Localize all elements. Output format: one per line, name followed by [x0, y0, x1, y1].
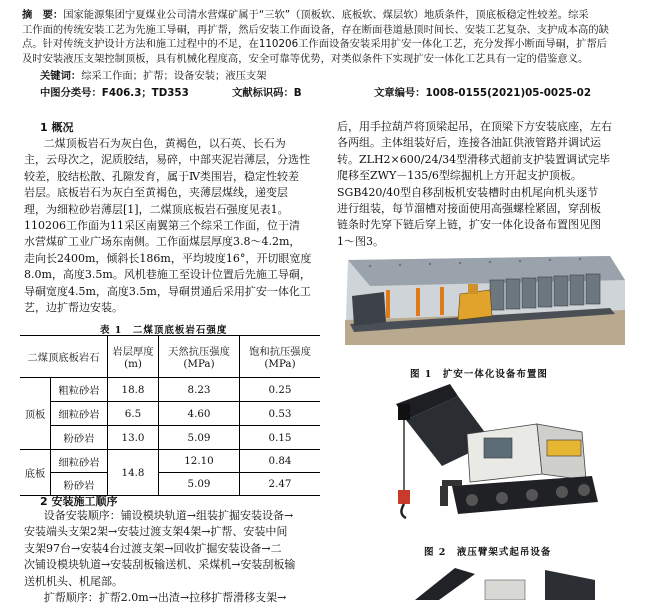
- table-cell: 8.23: [159, 378, 240, 402]
- table-header-cell: 二煤顶底板岩石: [27, 352, 100, 364]
- text-line: 艺，边扩帮边安装。: [24, 301, 123, 315]
- text-line: 理，为细粒砂岩薄层[1]，二煤顶底板岩石强度见表1。: [24, 202, 289, 216]
- table-cell: 0.84: [240, 450, 321, 473]
- abstract: [22, 8, 644, 66]
- table-header-cell: 天然抗压强度 (MPa): [159, 336, 240, 378]
- table-cell: 粗粒砂岩: [58, 385, 100, 397]
- text-line: 转。ZLH2×600/24/34型滑移式超前支护装置调试完毕: [337, 152, 611, 166]
- table-row: [20, 402, 320, 426]
- rock-strength-table: [20, 335, 320, 496]
- table-cell: 0.25: [240, 378, 321, 402]
- table-cell: 4.60: [159, 402, 240, 426]
- table-group-floor: 底板: [20, 450, 51, 496]
- text-line: 支架97台→安装4台过渡支架→回收扩掘安装设备→二: [24, 541, 282, 555]
- document-code: 文献标识码：B: [232, 87, 302, 99]
- text-line: 岩层。底板岩石为灰白至黄褐色，夹薄层煤线，递变层: [24, 186, 288, 200]
- keywords: [40, 67, 267, 82]
- table-cell: 0.53: [240, 402, 321, 426]
- figure-2-caption: 图 2 液压臂架式起吊设备: [424, 547, 552, 558]
- text-line: SGB420/40型自移刮板机安装槽时由机尾向机头逐节: [337, 185, 599, 199]
- abstract-line: 及时安装液压支架控制顶板，具有机械化程度高，安全可靠等优势，对类似条件下实现扩安一体化工艺具有一定的借鉴意义。: [22, 52, 589, 65]
- section-heading-overview: 1 概况: [40, 121, 74, 134]
- table-cell: 5.09: [159, 426, 240, 450]
- text-line: 1～图3。: [337, 234, 384, 248]
- abstract-line: 工作面的传统安装工艺为先施工导硐，再扩帮，然后安装工作面设备，存在断面巷道悬顶时间长、安装工艺复杂、支护成本高的缺: [22, 23, 609, 36]
- figure-equipment-layout: [340, 250, 630, 350]
- table-cell: 6.5: [108, 402, 159, 426]
- text-line: 链条时先穿下链后穿上链，扩安一体化设备布置图见图: [337, 218, 601, 232]
- text-line: 后，用手拉葫芦将顶梁起吊，在顶梁下方安装底座，左右: [337, 120, 612, 133]
- table-cell: 粉砂岩: [63, 479, 95, 492]
- section-heading-sequence: 2 安装施工顺序: [40, 495, 118, 508]
- abstract-line: 国家能源集团宁夏煤业公司清水营煤矿属于“三软”（顶板软、底板软、煤层软）地质条件，顶底板稳定性较差。综采: [63, 9, 589, 21]
- text-line: 进行组装，每节溜槽对接面使用高强螺栓紧固，穿刮板: [337, 202, 601, 216]
- text-line: 8.0m，高度3.5m。风机巷施工至设计位置后先施工导硐，: [24, 268, 311, 282]
- table-row: [20, 378, 320, 402]
- text-line: 较差，胶结松散、孔隙发育，属于Ⅳ类围岩，稳定性较差: [24, 169, 299, 183]
- abstract-line: 点。针对传统支护设计方法和施工过程中的不足，在110206工作面设备安装采用扩安一体化工艺，充分发挥小断面导硐，扩帮后: [22, 38, 608, 51]
- text-line: 爬移至ZWY－135/6型综掘机上方开起支护顶板。: [337, 169, 582, 183]
- table-cell: 粉砂岩: [63, 433, 95, 445]
- keywords-label: 关键词：: [40, 70, 82, 82]
- overview-paragraph: [24, 136, 329, 316]
- table-row: [20, 450, 320, 473]
- text-line: 110206工作面为11采区南翼第三个综采工作面，位于清: [24, 219, 300, 233]
- text-line: 设备安装顺序：铺设模块轨道→组装扩掘安装设备→: [43, 509, 294, 522]
- installation-paragraph: [337, 119, 643, 250]
- table-group-roof: 顶板: [20, 378, 51, 450]
- table-cell: 5.09: [159, 473, 240, 496]
- text-line: 水营煤矿工业广场东南侧。工作面煤层厚度3.8～4.2m，: [24, 235, 301, 249]
- table-cell: 2.47: [240, 473, 321, 496]
- table-cell: 12.10: [159, 450, 240, 473]
- abstract-label: 摘 要：: [22, 9, 64, 21]
- text-line: 各两组。主体组装好后，连接各油缸供液管路并调试运: [337, 136, 601, 150]
- figure-1-caption: 图 1 扩安一体化设备布置图: [410, 369, 548, 380]
- article-number: 文章编号：1008-0155(2021)05-0025-02: [374, 87, 592, 99]
- text-line: 走向长2400m，倾斜长186m，平均坡度16°，开切眼宽度: [24, 251, 312, 265]
- table-cell: 13.0: [108, 426, 159, 450]
- table-cell: 14.8: [108, 450, 159, 496]
- table-row: [20, 426, 320, 450]
- text-line: 扩帮顺序：扩帮2.0m→出渣→拉移扩帮滑移支架→: [43, 591, 287, 605]
- table-cell: 18.8: [108, 378, 159, 402]
- keywords-text: 综采工作面；扩帮；设备安装；液压支架: [81, 70, 267, 82]
- table-cell: 细粒砂岩: [58, 409, 100, 421]
- table-caption: 表 1 二煤顶底板岩石强度: [100, 325, 228, 336]
- table-header-cell: 岩层厚度 (m): [108, 336, 159, 378]
- text-line: 次铺设模块轨道→安装刮板输送机、采煤机→安装刮板输: [24, 558, 296, 572]
- text-line: 二煤顶板岩石为灰白色，黄褐色，以石英、长石为: [43, 137, 286, 150]
- table-header-cell: 饱和抗压强度 (MPa): [240, 336, 321, 378]
- text-line: 导硐宽度4.5m，高度3.5m，导硐贯通后采用扩安一体化工: [24, 284, 311, 298]
- figure-hydraulic-crane: [372, 382, 608, 532]
- table-cell: 0.15: [240, 426, 321, 450]
- text-line: 送机机头、机尾部。: [24, 574, 123, 588]
- text-line: 主，云母次之，泥质胶结，易碎，中部夹泥岩薄层，分选性: [24, 153, 310, 167]
- sequence-paragraph: [24, 508, 329, 606]
- table-header-row: [20, 336, 320, 378]
- text-line: 安装端头支架2架→安装过渡支架4架→扩帮、安装中间: [24, 525, 288, 539]
- figure-partial: [395, 560, 605, 600]
- clc-number: 中图分类号：F406.3；TD353: [40, 87, 189, 99]
- table-cell: 细粒砂岩: [58, 456, 100, 469]
